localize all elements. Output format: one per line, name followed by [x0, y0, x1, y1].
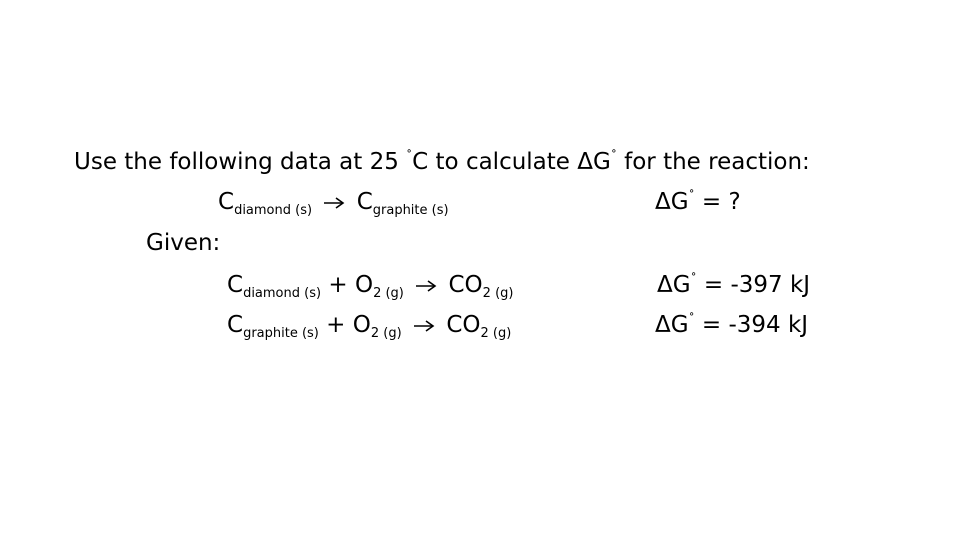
target-reaction — [218, 189, 449, 218]
given-reaction-1 — [227, 272, 514, 301]
delta-g-value: = -394 kJ — [694, 312, 809, 338]
carbon-symbol: C — [227, 312, 244, 338]
oxygen-term: + O — [321, 272, 374, 298]
carbon-subscript: diamond (s) — [243, 286, 322, 301]
oxygen-subscript: 2 (g) — [370, 326, 402, 341]
given-label: Given: — [146, 230, 221, 256]
co2-subscript: 2 (g) — [482, 286, 514, 301]
delta-g-label: ΔG — [655, 189, 689, 215]
reaction-arrow-icon — [323, 196, 345, 210]
carbon-symbol: C — [227, 272, 244, 298]
reactant-symbol: C — [218, 189, 235, 215]
product-symbol: C — [356, 189, 373, 215]
given-delta-g-1 — [657, 274, 810, 297]
oxygen-term: + O — [318, 312, 371, 338]
degree-symbol: ˚ — [690, 272, 697, 286]
delta-g-label: ΔG — [655, 312, 689, 338]
co2-subscript: 2 (g) — [480, 326, 512, 341]
degree-symbol: ˚ — [406, 149, 413, 163]
delta-g-value: = -397 kJ — [696, 272, 811, 298]
co2-symbol: CO — [446, 312, 481, 338]
intro-text-c: for the reaction: — [616, 149, 810, 175]
given-delta-g-2 — [655, 314, 808, 337]
intro-text-a: Use the following data at 25 — [74, 149, 407, 175]
oxygen-subscript: 2 (g) — [373, 286, 404, 301]
reactant-subscript: diamond (s) — [234, 203, 313, 218]
delta-g-label: ΔG — [657, 272, 691, 298]
intro-text-b: C to calculate ΔG — [412, 149, 611, 175]
carbon-subscript: graphite (s) — [243, 326, 319, 341]
intro-sentence — [74, 151, 810, 174]
degree-symbol: ˚ — [688, 312, 695, 326]
product-subscript: graphite (s) — [372, 203, 449, 218]
given-reaction-2 — [227, 312, 512, 341]
delta-g-value: = ? — [694, 189, 741, 215]
co2-symbol: CO — [448, 272, 483, 298]
reaction-arrow-icon — [415, 279, 437, 293]
target-delta-g — [655, 191, 741, 214]
reaction-arrow-icon — [413, 319, 435, 333]
degree-symbol: ˚ — [610, 149, 617, 163]
degree-symbol: ˚ — [688, 189, 695, 203]
